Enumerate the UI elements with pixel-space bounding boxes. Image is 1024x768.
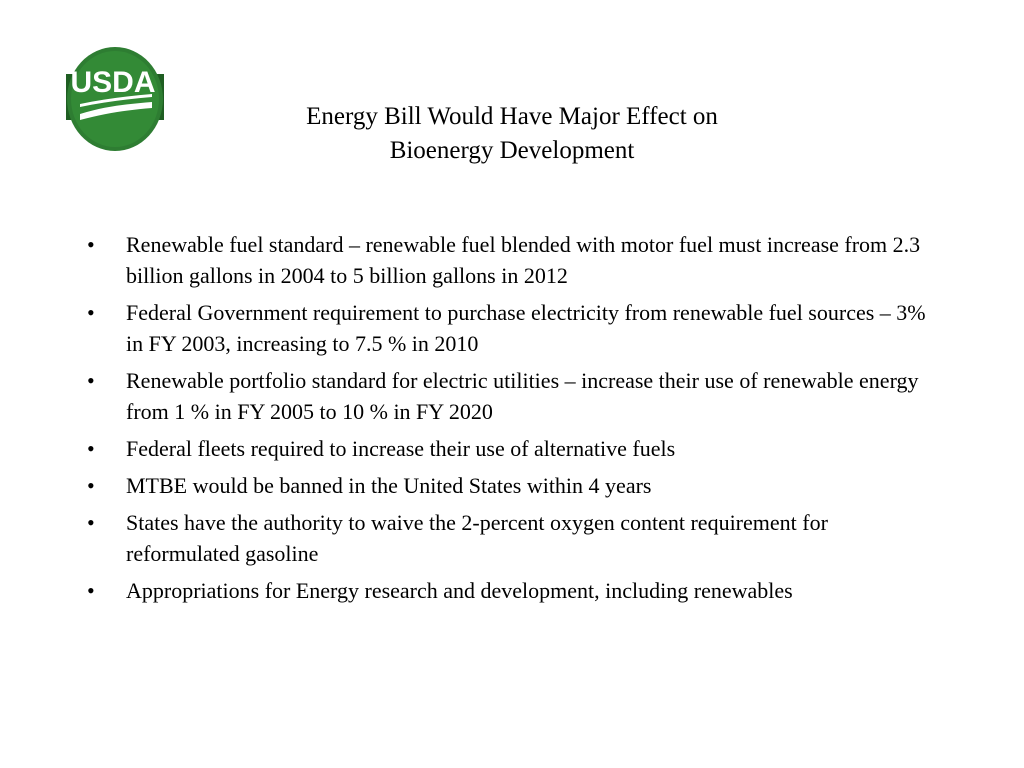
bullet-item: [84, 470, 934, 501]
bullet-dot: •: [87, 510, 95, 535]
bullet-text: Appropriations for Energy research and development, including renewables: [126, 578, 793, 603]
bullet-list: [84, 229, 934, 612]
bullet-item: [84, 297, 934, 359]
bullet-item: [84, 575, 934, 606]
usda-logo-text: USDA: [70, 66, 156, 99]
bullet-item: [84, 433, 934, 464]
bullet-text: Renewable fuel standard – renewable fuel blended with motor fuel must increase from 2.3 billion gallons in 2004 to 5 billion gallons in 2012: [126, 232, 921, 288]
bullet-dot: •: [87, 578, 95, 603]
bullet-text: MTBE would be banned in the United States within 4 years: [126, 473, 652, 498]
slide-title: [0, 100, 1024, 168]
bullet-text: Renewable portfolio standard for electric utilities – increase their use of renewable energy from 1 % in FY 2005 to 10 % in FY 2020: [126, 368, 919, 424]
bullet-dot: •: [87, 436, 95, 461]
bullet-dot: •: [87, 300, 95, 325]
bullet-text: States have the authority to waive the 2-percent oxygen content requirement for reformulated gasoline: [126, 510, 828, 566]
bullet-dot: •: [87, 473, 95, 498]
bullet-text: Federal Government requirement to purchase electricity from renewable fuel sources – 3% in FY 2003, increasing to 7.5 % in 2010: [126, 300, 926, 356]
bullet-item: [84, 365, 934, 427]
title-line-2: Bioenergy Development: [389, 137, 635, 164]
bullet-text: Federal fleets required to increase their use of alternative fuels: [126, 436, 676, 461]
bullet-item: [84, 229, 934, 291]
bullet-item: [84, 507, 934, 569]
bullet-dot: •: [87, 368, 95, 393]
bullet-dot: •: [87, 232, 95, 257]
title-line-1: Energy Bill Would Have Major Effect on: [306, 103, 718, 130]
